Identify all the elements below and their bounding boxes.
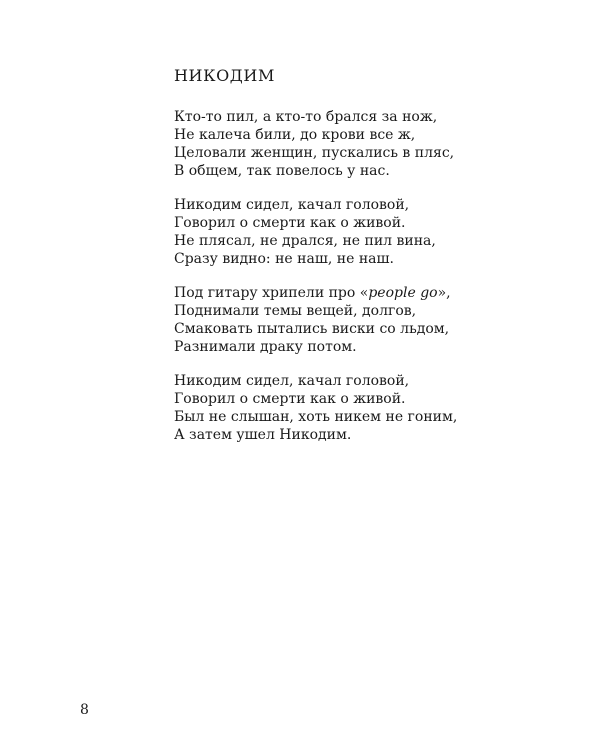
poem-line: Говорил о смерти как о живой. bbox=[174, 391, 406, 407]
poem-line: Смаковать пытались виски со льдом, bbox=[174, 321, 450, 337]
poem-line: Сразу видно: не наш, не наш. bbox=[174, 251, 394, 267]
stanza-4 bbox=[174, 372, 534, 444]
poem-line: А затем ушел Никодим. bbox=[174, 427, 352, 443]
italic-phrase: people go bbox=[368, 285, 438, 301]
poem-line: Никодим сидел, качал головой, bbox=[174, 197, 410, 213]
poem-line: В общем, так повелось у нас. bbox=[174, 163, 390, 179]
stanza-1 bbox=[174, 108, 534, 180]
poem-line: Говорил о смерти как о живой. bbox=[174, 215, 406, 231]
poem-line: Был не слышан, хоть никем не гоним, bbox=[174, 409, 458, 425]
poem-line bbox=[174, 284, 534, 302]
stanza-2 bbox=[174, 196, 534, 268]
line-text-before: Под гитару хрипели про « bbox=[174, 285, 369, 301]
poem-body bbox=[174, 108, 534, 460]
poem-title: НИКОДИМ bbox=[174, 66, 275, 85]
poem-line: Кто-то пил, а кто-то брался за нож, bbox=[174, 109, 438, 125]
line-text-after: », bbox=[437, 285, 451, 301]
poem-line: Не калеча били, до крови все ж, bbox=[174, 127, 416, 143]
stanza-3 bbox=[174, 284, 534, 356]
poem-line: Поднимали темы вещей, долгов, bbox=[174, 303, 417, 319]
poem-line: Никодим сидел, качал головой, bbox=[174, 373, 410, 389]
poem-line: Разнимали драку потом. bbox=[174, 339, 357, 355]
poem-line: Не плясал, не дрался, не пил вина, bbox=[174, 233, 436, 249]
poem-line: Целовали женщин, пускались в пляс, bbox=[174, 145, 455, 161]
page-number: 8 bbox=[80, 702, 89, 718]
